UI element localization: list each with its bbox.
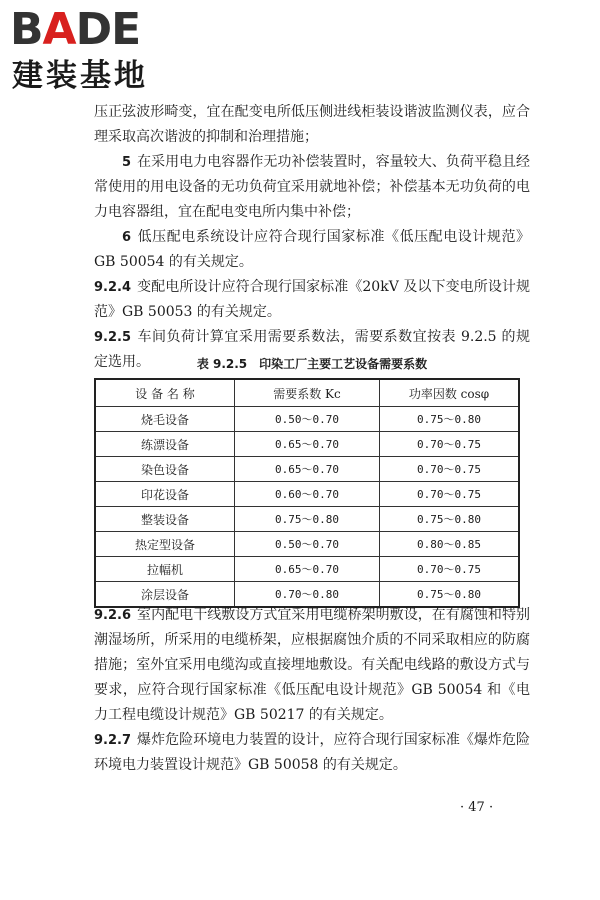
- equipment-name: 烧毛设备: [95, 407, 235, 432]
- page-number: · 47 ·: [460, 800, 494, 815]
- table-row: [95, 482, 519, 507]
- clause-9-2-5-text: 车间负荷计算宜采用需要系数法，需要系数宜按表 9.2.5 的规定选用。: [94, 329, 530, 370]
- demand-coefficient: 0.50～0.70: [235, 407, 380, 432]
- power-factor: 0.75～0.80: [380, 407, 520, 432]
- logo-wordmark: [10, 6, 140, 54]
- demand-coefficient: 0.50～0.70: [235, 532, 380, 557]
- power-factor: 0.75～0.80: [380, 507, 520, 532]
- item-6-number: 6: [122, 230, 132, 245]
- demand-coefficient: 0.70～0.80: [235, 582, 380, 608]
- demand-coefficient: 0.65～0.70: [235, 457, 380, 482]
- demand-coefficient: 0.65～0.70: [235, 557, 380, 582]
- table-row: [95, 457, 519, 482]
- clause-9-2-6-number: 9.2.6: [94, 608, 132, 623]
- clause-9-2-7-text: 爆炸危险环境电力装置的设计，应符合现行国家标准《爆炸危险环境电力装置设计规范》GB 50058 的有关规定。: [94, 732, 530, 773]
- paragraph-continuation: 压正弦波形畸变，宜在配变电所低压侧进线柜装设谐波监测仪表，应合理采取高次谐波的抑制和治理措施；: [94, 104, 530, 145]
- header-power-factor: 功率因数 cosφ: [380, 379, 520, 407]
- body-text-bottom: [94, 603, 530, 778]
- table-row: [95, 432, 519, 457]
- logo-subtitle: 建装基地: [12, 58, 148, 94]
- clause-9-2-7: [94, 728, 530, 778]
- demand-coefficient: 0.65～0.70: [235, 432, 380, 457]
- clause-9-2-7-number: 9.2.7: [94, 733, 132, 748]
- clause-9-2-4: [94, 275, 530, 325]
- clause-9-2-5-number: 9.2.5: [94, 330, 132, 345]
- item-6-text: 低压配电系统设计应符合现行国家标准《低压配电设计规范》GB 50054 的有关规定。: [94, 229, 530, 270]
- table-title: 表 9.2.5 印染工厂主要工艺设备需要系数: [196, 357, 428, 371]
- power-factor: 0.75～0.80: [380, 582, 520, 608]
- demand-coefficient-table: [94, 378, 520, 608]
- equipment-name: 涂层设备: [95, 582, 235, 608]
- table-header-row: [95, 379, 519, 407]
- power-factor: 0.70～0.75: [380, 457, 520, 482]
- logo-letter-a: A: [42, 4, 76, 55]
- header-equipment-name: 设 备 名 称: [95, 379, 235, 407]
- logo-letter-d: D: [75, 4, 112, 55]
- equipment-name: 热定型设备: [95, 532, 235, 557]
- equipment-name: 练漂设备: [95, 432, 235, 457]
- equipment-name: 印花设备: [95, 482, 235, 507]
- body-text-top: [94, 100, 530, 375]
- item-5-number: 5: [122, 155, 132, 170]
- demand-coefficient: 0.60～0.70: [235, 482, 380, 507]
- table-row: [95, 407, 519, 432]
- item-6: [94, 225, 530, 275]
- demand-coefficient: 0.75～0.80: [235, 507, 380, 532]
- logo-letter-b: B: [10, 4, 43, 55]
- clause-9-2-6: [94, 603, 530, 728]
- item-5-text: 在采用电力电容器作无功补偿装置时，容量较大、负荷平稳且经常使用的用电设备的无功负荷宜采用就地补偿；补偿基本无功负荷的电力电容器组，宜在配电变电所内集中补偿；: [94, 154, 530, 220]
- equipment-name: 染色设备: [95, 457, 235, 482]
- power-factor: 0.80～0.85: [380, 532, 520, 557]
- bade-logo: [10, 6, 180, 98]
- table-row: [95, 557, 519, 582]
- item-5: [94, 150, 530, 225]
- clause-9-2-4-text: 变配电所设计应符合现行国家标准《20kV 及以下变电所设计规范》GB 50053 的有关规定。: [94, 279, 530, 320]
- clause-9-2-4-number: 9.2.4: [94, 280, 132, 295]
- table-row: [95, 507, 519, 532]
- table-row: [95, 532, 519, 557]
- clause-9-2-6-text: 室内配电干线敷设方式宜采用电缆桥架明敷设，在有腐蚀和特别潮湿场所，所采用的电缆桥架，应根据腐蚀介质的不同采取相应的防腐措施；室外宜采用电缆沟或直接埋地敷设。有关配电线路的敷设方式与要求，应符合现行国家标准《低压配电设计规范》GB 50054 和《电力工程电缆设计规范》GB 50217 的有关规定。: [94, 607, 530, 723]
- power-factor: 0.70～0.75: [380, 557, 520, 582]
- equipment-name: 拉幅机: [95, 557, 235, 582]
- equipment-name: 整装设备: [95, 507, 235, 532]
- header-demand-coefficient: 需要系数 Kc: [235, 379, 380, 407]
- power-factor: 0.70～0.75: [380, 432, 520, 457]
- power-factor: 0.70～0.75: [380, 482, 520, 507]
- logo-letter-e: E: [111, 4, 141, 55]
